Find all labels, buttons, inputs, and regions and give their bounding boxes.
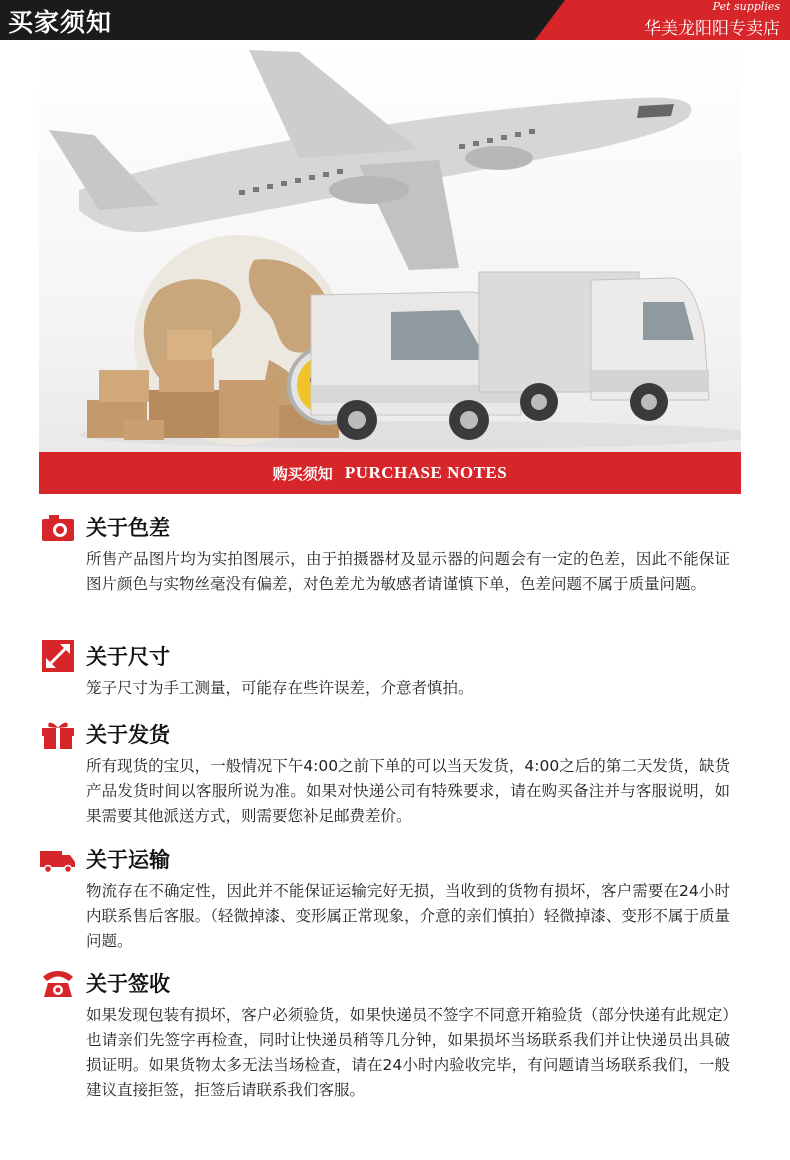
- tagline: Pet supplies: [712, 0, 780, 13]
- section-size: [40, 640, 730, 701]
- section-title: 关于发货: [86, 723, 170, 747]
- truck-icon: [40, 843, 76, 875]
- banner-title-cn: 购买须知: [272, 464, 333, 483]
- section-body: 物流存在不确定性，因此并不能保证运输完好无损，当收到的货物有损坏，客户需要在24小时内联系售后客服。（轻微掉漆、变形属正常现象，介意的亲们慎拍）轻微掉漆、变形不属于质量问题。: [86, 882, 730, 950]
- section-body: 所有现货的宝贝，一般情况下午4:00之前下单的可以当天发货，4:00之后的第二天发货，缺货产品发货时间以客服所说为准。如果对快递公司有特殊要求，请在购买备注并与客服说明，如果需要其他派送方式，则需要您补足邮费差价。: [86, 757, 730, 825]
- section-transport: [40, 843, 730, 954]
- hero-illustration: [39, 40, 741, 452]
- section-body: 所售产品图片均为实拍图展示，由于拍摄器材及显示器的问题会有一定的色差，因此不能保证图片颜色与实物丝毫没有偏差，对色差尤为敏感者请谨慎下单，色差问题不属于质量问题。: [86, 550, 730, 593]
- section-sign-for: [40, 967, 730, 1103]
- section-body: 如果发现包装有损坏，客户必须验货，如果快递员不签字不同意开箱验货（部分快递有此规定）也请亲们先签字再检查，同时让快递员稍等几分钟，如果损坏当场联系我们并让快递员出具破损证明。如果货物太多无法当场检查，请在24小时内验收完毕，有问题请当场联系我们，一般建议直接拒签，拒签后请联系我们客服。: [86, 1006, 730, 1099]
- airplane-icon: [49, 50, 692, 270]
- section-color-difference: [40, 511, 730, 597]
- banner-title-en: PURCHASE NOTES: [344, 463, 508, 482]
- purchase-notes-banner: [39, 452, 741, 494]
- section-title: 关于签收: [86, 972, 170, 996]
- section-shipping: [40, 718, 730, 829]
- resize-arrow-icon: [40, 640, 76, 672]
- section-body: 笼子尺寸为手工测量，可能存在些许误差，介意者慎拍。: [86, 679, 474, 697]
- store-name: 华美龙阳阳专卖店: [644, 19, 780, 39]
- section-header: [40, 843, 730, 875]
- telephone-icon: [40, 967, 76, 999]
- page-title: 买家须知: [8, 8, 113, 37]
- header-bar: [0, 0, 790, 40]
- section-title: 关于尺寸: [86, 645, 170, 669]
- section-title: 关于色差: [86, 516, 170, 540]
- section-header: [40, 640, 730, 672]
- camera-icon: [40, 511, 76, 543]
- section-header: [40, 511, 730, 543]
- section-header: [40, 718, 730, 750]
- section-title: 关于运输: [86, 848, 170, 872]
- section-header: [40, 967, 730, 999]
- logistics-illustration: [39, 40, 741, 452]
- gift-icon: [40, 718, 76, 750]
